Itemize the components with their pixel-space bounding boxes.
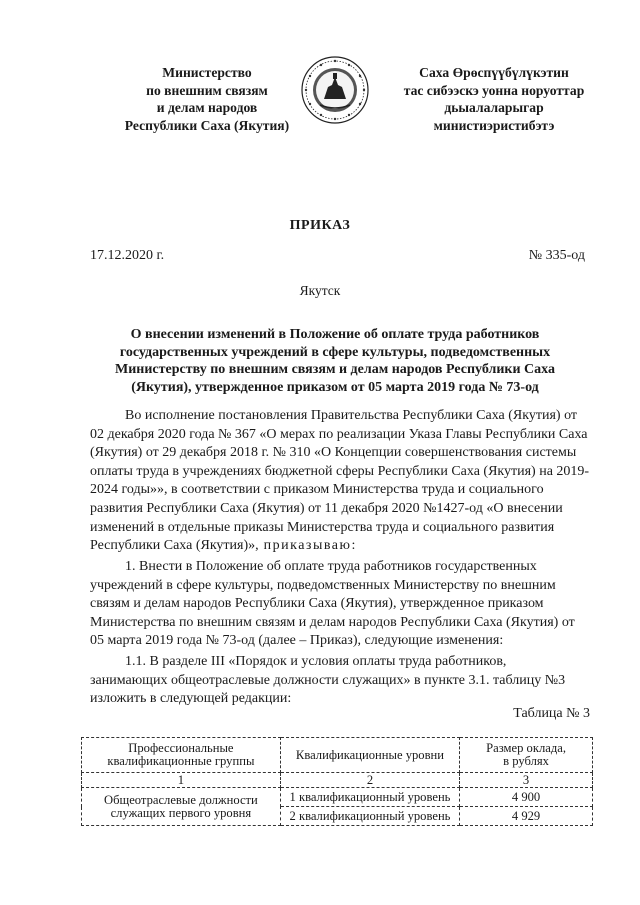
text-line: изменений в отдельные приказы Министерства труда и социального развития (90, 519, 555, 535)
item-1-paragraph (90, 558, 595, 651)
text-line: 05 марта 2019 года № 73-од (далее – Приказ), следующие изменения: (90, 633, 504, 649)
table-cell: 3 (460, 773, 593, 788)
coat-of-arms-emblem (300, 55, 370, 125)
salary-table (81, 737, 593, 826)
header-line: дьыалаларыгар (444, 100, 544, 115)
header-line: и делам народов (156, 100, 258, 115)
text-line: изложить в следующей редакции: (90, 691, 292, 707)
document-subject (80, 326, 590, 396)
order-keyword: приказываю: (263, 538, 357, 554)
header-line: министиэристибэтэ (433, 117, 555, 133)
document-date: 17.12.2020 г. (90, 248, 165, 263)
text-line: связям и делам народов Республики Саха (Якутия), утвержденное приказом (90, 596, 544, 612)
subject-line: (Якутия), утвержденное приказом от 05 марта 2019 года № 73-од (131, 379, 539, 395)
preamble-paragraph (90, 407, 595, 556)
table-header-row (82, 738, 593, 773)
document-title: ПРИКАЗ (289, 218, 351, 233)
text-line: Министерства по внешним связям и делам народов Республики Саха (Якутия) от (90, 614, 575, 630)
text-line: занимающих общеотраслевые должности служащих» в пункте 3.1. таблицу №3 (90, 672, 566, 688)
document-city: Якутск (299, 283, 341, 298)
table-cell: 2 квалификационный уровень (280, 807, 459, 826)
header-line: тас сибээскэ уонна норуоттар (403, 82, 585, 98)
table-header-cell: Квалификационные уровни (280, 738, 459, 773)
table-cell: 4 929 (460, 807, 593, 826)
subject-line: государственных учреждений в сфере культуры, подведомственных (119, 344, 551, 360)
table-cell: 2 (280, 773, 459, 788)
text-line: Республики Саха (Якутия)», приказываю: (90, 537, 595, 556)
table-cell: 1 (82, 773, 281, 788)
text-line: развития Республики Саха (Якутия) от 11 декабря 2020 №1427-од «О внесении (90, 500, 563, 516)
table-group-cell: Общеотраслевые должности служащих первого уровня (82, 788, 281, 826)
table-number-row (82, 773, 593, 788)
text-line: учреждений в сфере культуры, подведомственных Министерству по внешним (90, 577, 556, 593)
table-cell: 1 квалификационный уровень (280, 788, 459, 807)
table-header-cell: Размер оклада, в рублях (460, 738, 593, 773)
text-line: Во исполнение постановления Правительства Республики Саха (Якутия) от (125, 408, 578, 423)
text-line: оплаты труда в учреждениях бюджетной сферы Республики Саха (Якутия) на 2019- (90, 463, 590, 479)
table-row (82, 788, 593, 807)
item-1-1-paragraph (90, 653, 595, 709)
ministry-name-sakha (374, 64, 614, 134)
header-line: Министерство (162, 65, 252, 80)
table-cell: 4 900 (460, 788, 593, 807)
text-line: 02 декабря 2020 года № 367 «О мерах по реализации Указа Главы Республики Саха (90, 426, 588, 442)
header-line: Республики Саха (Якутия) (124, 117, 290, 133)
table-header-cell: Профессиональные квалификационные группы (82, 738, 281, 773)
document-number: № 335-од (528, 248, 585, 263)
text-line: (Якутия) от 29 декабря 2018 г. № 310 «О Концепции совершенствования системы (90, 445, 577, 461)
ministry-name-russian (92, 64, 322, 134)
subject-line: О внесении изменений в Положение об оплате труда работников (130, 327, 540, 342)
table-caption: Таблица № 3 (513, 706, 590, 721)
header-line: Саха Өрөспүүбүлүкэтин (419, 65, 569, 80)
text-line: 1. Внести в Положение об оплате труда работников государственных (125, 559, 537, 574)
header-line: по внешним связям (146, 82, 268, 98)
text-line: 1.1. В разделе III «Порядок и условия оплаты труда работников, (125, 654, 507, 669)
text-line: 2024 годы»», в соответствии с приказом Министерства труда и социального (90, 482, 544, 498)
subject-line: Министерству по внешним связям и делам народов Республики Саха (115, 362, 555, 377)
